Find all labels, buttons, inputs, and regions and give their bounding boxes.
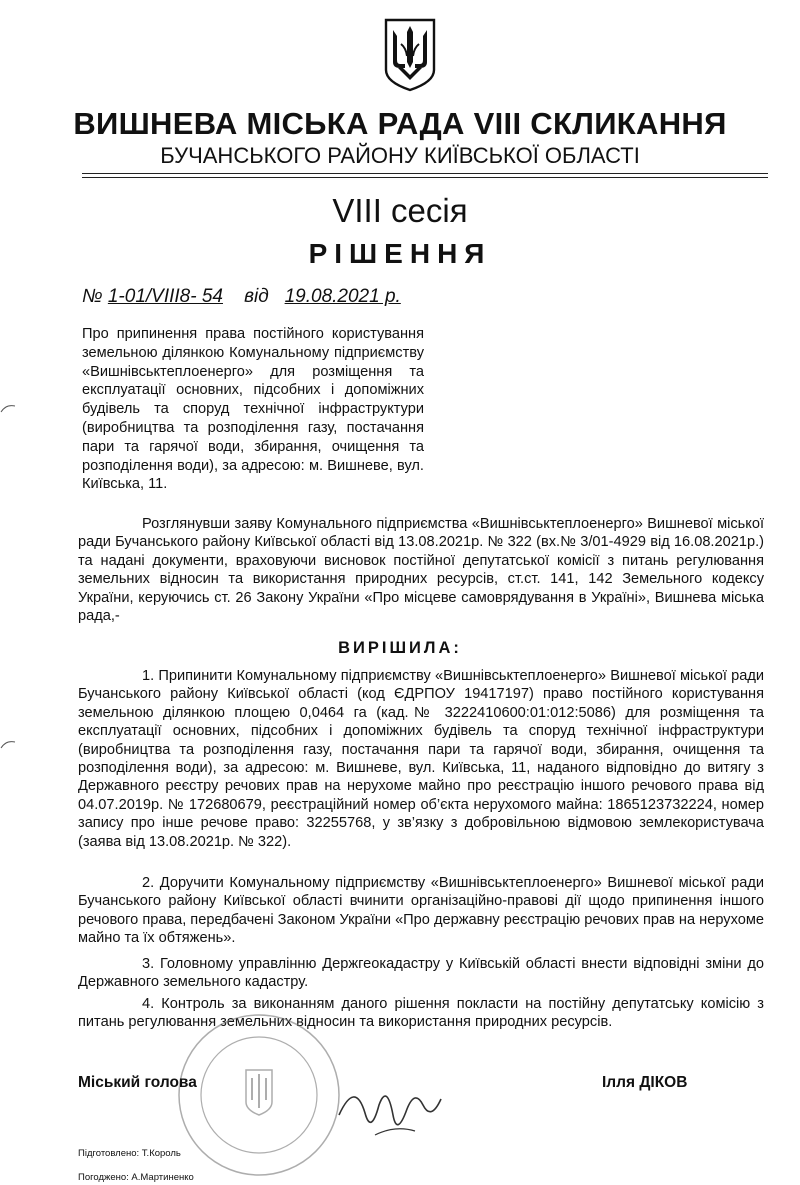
decision-item-1: 1. Припинити Комунальному підприємству «Вишнівськтеплоенерго» Вишневої міської ради Бучанського району Київської області (код ЄДРПОУ 19417197) право постійного користування земельною ділянкою площею 0,0464 га (кад.№ 3222410600:01:012:5086) для розміщення та експлуатації основних, підсобних і допоміжних будівель та споруд технічної інфраструктури (виробництва та розподілення газу, постачання пари та гарячої води, збирання, очищення та розподілення води), за адресою: м. Вишневе, вул. Київська, 11, наданого відповідно до витягу з Державного реєстру речових прав на нерухоме майно про реєстрацію іншого речового права від 04.07.2019р. № 172680679, реєстраційний номер об’єкта нерухомого майна: 1865123732224, номер запису про інше речове право: 32255768, у зв’язку з добровільною відмовою землекористувача (заява від 13.08.2021р. № 322).	[78, 668, 764, 850]
header-divider	[82, 173, 768, 174]
resolved-heading: ВИРІШИЛА:	[338, 639, 462, 657]
signature-position: Міський голова	[78, 1074, 197, 1091]
decision-number: 1-01/VIII8- 54	[107, 286, 223, 307]
header-divider-thin	[82, 177, 768, 178]
council-title: ВИШНЕВА МІСЬКА РАДА VIII СКЛИКАННЯ	[73, 106, 727, 141]
prepared-by: Підготовлено: Т.Король	[78, 1148, 181, 1159]
preamble-paragraph: Розглянувши заяву Комунального підприємства «Вишнівськтеплоенерго» Вишневої міської ради Бучанського району Київської області від 13.08.2021р. № 322 (вх.№ 3/01-4929 від 16.08.2021р.) та надані документи, враховуючи висновок постійної депутатської комісії з питань регулювання земельних відносин та використання природних ресурсів, ст.ст. 141, 142 Земельного кодексу України, керуючись ст. 26 Закону України «Про місцеве самоврядування в Україні», Вишнева міська рада,-	[78, 516, 764, 625]
decision-item-3: 3. Головному управлінню Держгеокадастру у Київській області внести відповідні зміни до Державного земельного кадастру.	[78, 956, 764, 991]
punch-mark-top	[0, 403, 16, 413]
decision-number-line	[82, 286, 401, 308]
coat-of-arms-icon	[384, 18, 436, 92]
punch-mark-bottom	[0, 739, 16, 749]
signature-name: Ілля ДІКОВ	[602, 1074, 688, 1091]
agreed-by: Погоджено: А.Мартиненко	[78, 1172, 194, 1183]
handwritten-signature	[335, 1075, 445, 1145]
date-prefix: від	[244, 286, 269, 307]
decision-item-2: 2. Доручити Комунальному підприємству «Вишнівськтеплоенерго» Вишневої міської ради Бучанського району Київської області вчинити організаційно-правові дії щодо припинення іншого речового права, передбачені Законом України «Про державну реєстрацію речових прав на нерухоме майно та їх обтяжень».	[78, 875, 764, 947]
official-stamp	[174, 1010, 344, 1180]
decision-item-4: 4. Контроль за виконанням даного рішення покласти на постійну депутатську комісію з питань регулювання земельних відносин та використання природних ресурсів.	[78, 996, 764, 1031]
decision-subject: Про припинення права постійного користування земельною ділянкою Комунальному підприємству «Вишнівськтеплоенерго» для розміщення та експлуатації основних, підсобних і допоміжних будівель та споруд технічної інфраструктури (виробництва та розподілення газу, постачання пари та гарячої води, збирання, очищення та розподілення води), за адресою: м. Вишневе, вул. Київська, 11.	[82, 326, 424, 493]
session-label: VIII сесія	[332, 192, 468, 229]
region-subtitle: БУЧАНСЬКОГО РАЙОНУ КИЇВСЬКОЇ ОБЛАСТІ	[160, 143, 640, 168]
decision-date: 19.08.2021 р.	[284, 286, 401, 307]
decision-heading: РІШЕННЯ	[308, 238, 492, 269]
number-prefix: №	[82, 286, 103, 307]
